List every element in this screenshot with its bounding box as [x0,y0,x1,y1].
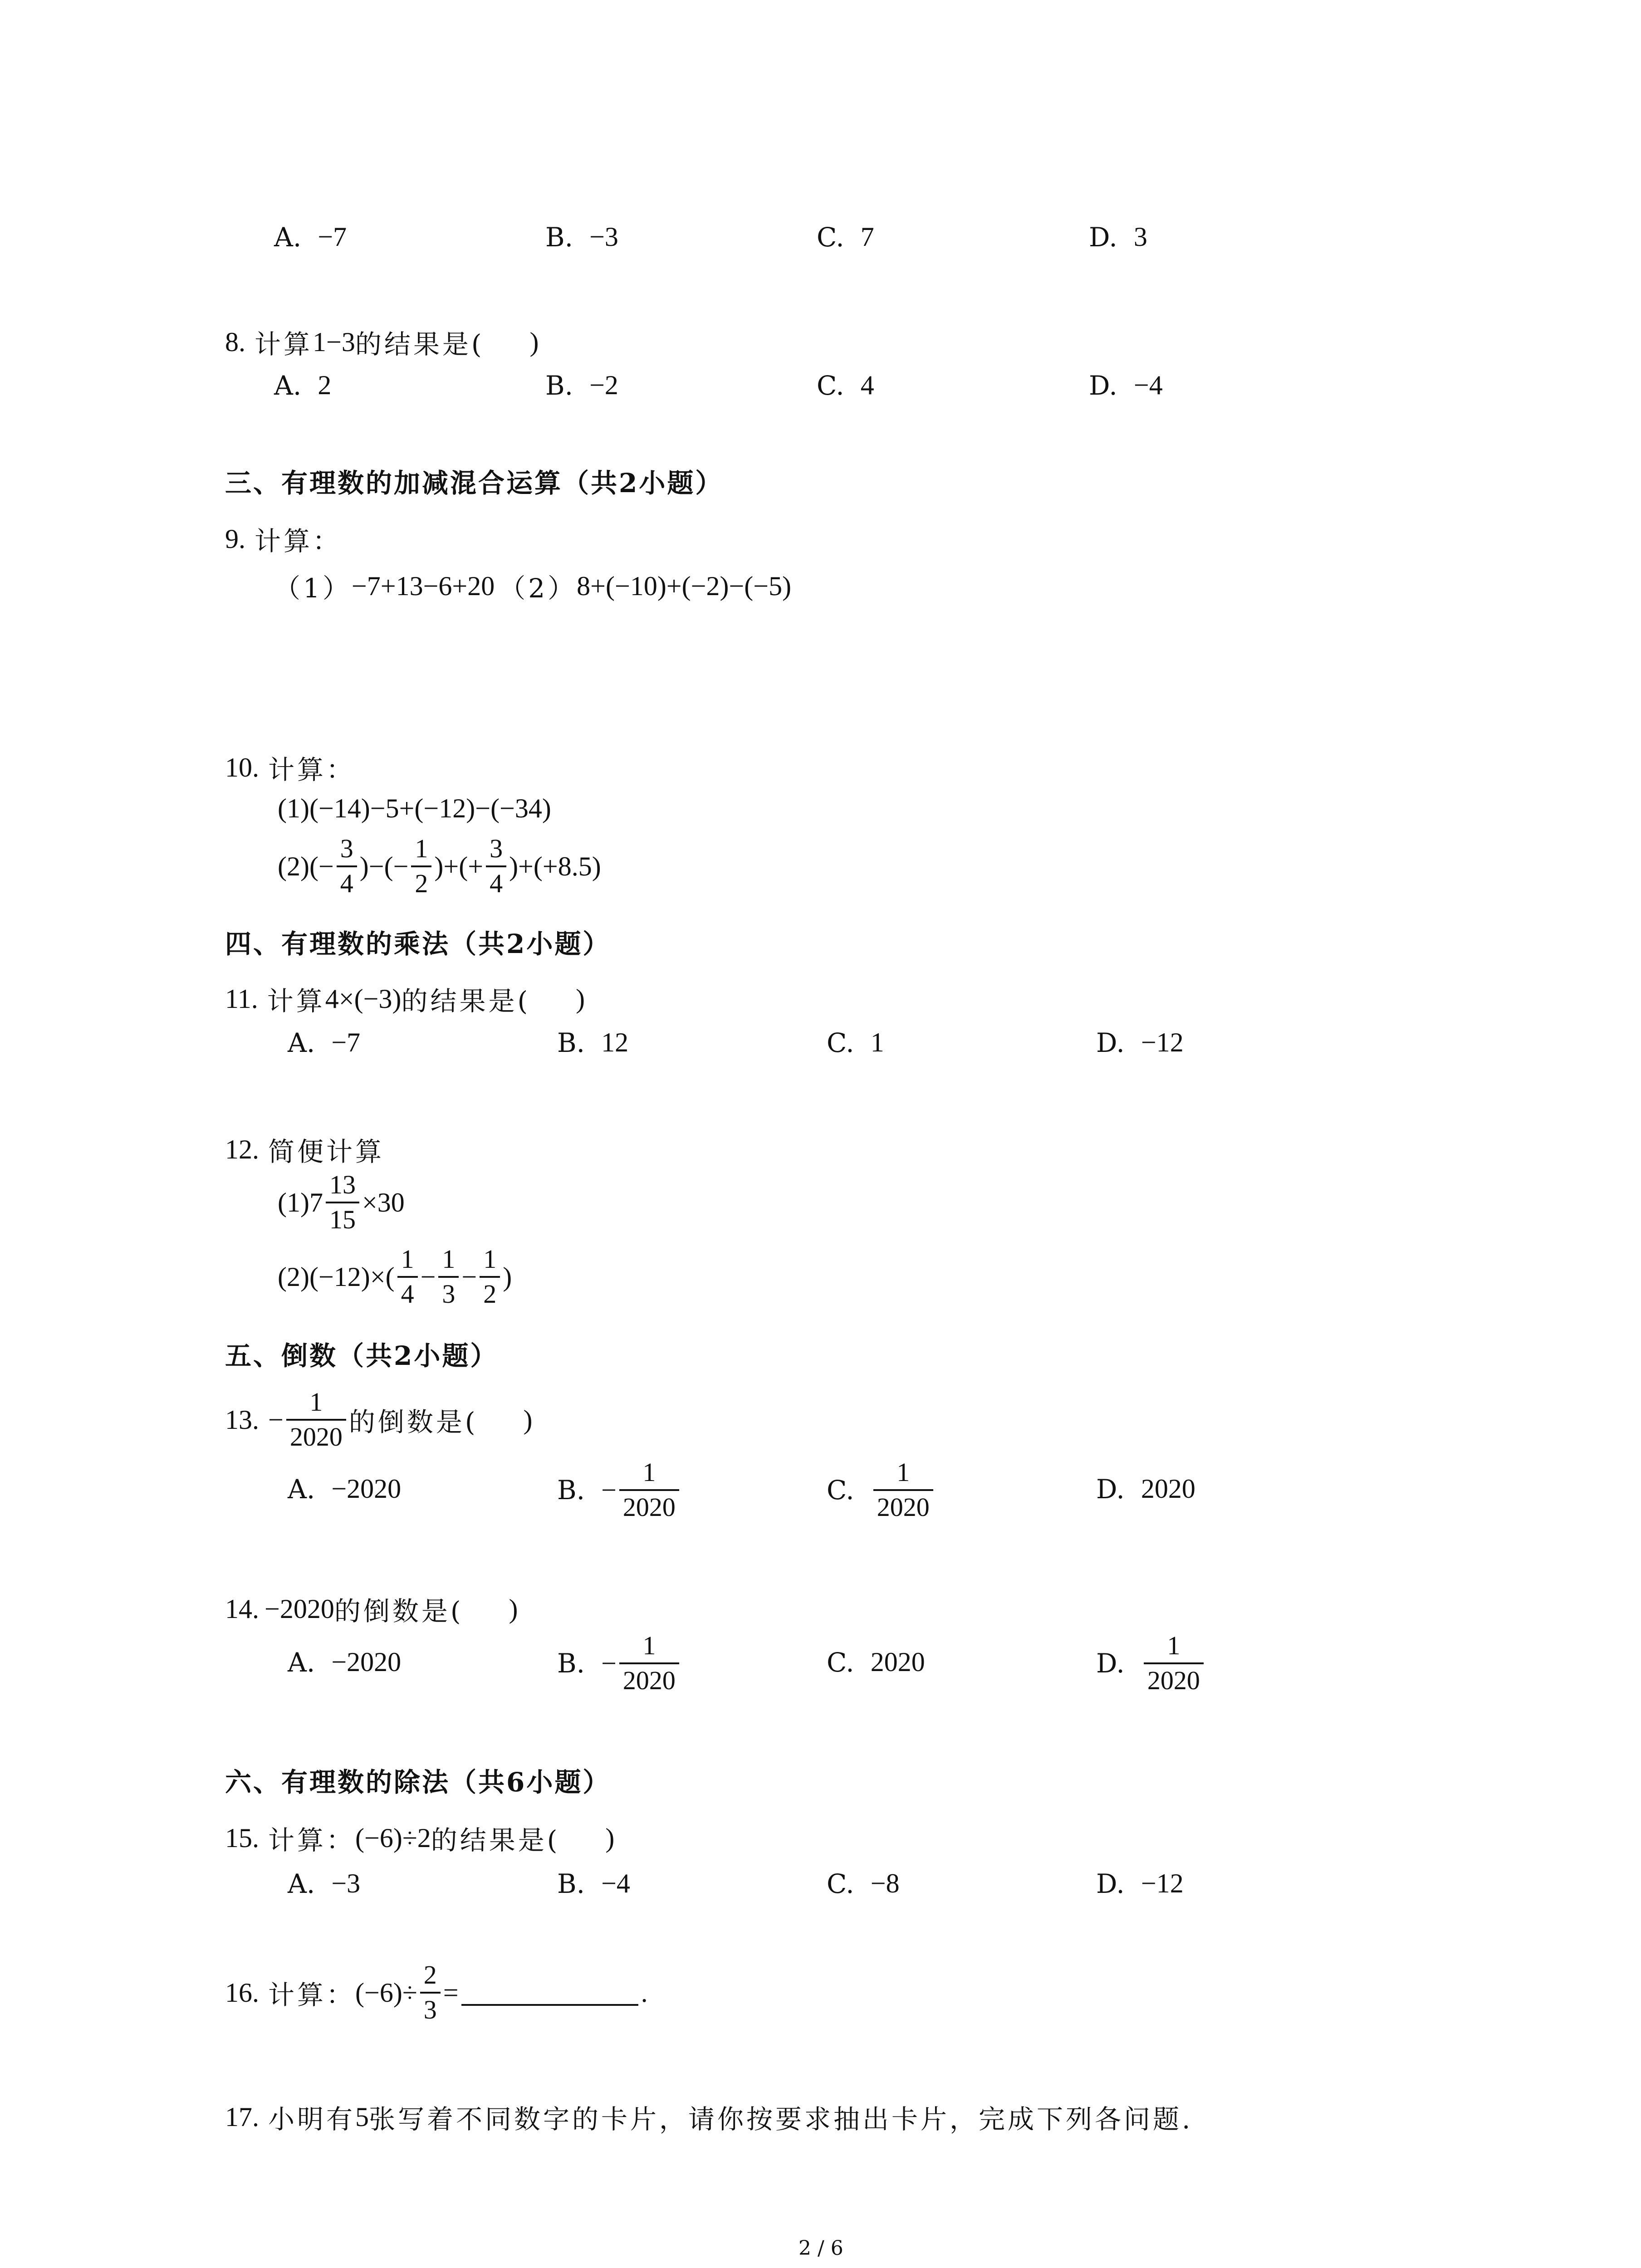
numerator: 1 [642,1457,656,1487]
option-value: −7 [331,1027,361,1057]
stem-text: 的结果是( [355,329,485,360]
numerator: 1 [483,1244,497,1274]
q8-stem [225,323,539,361]
option-label: B. [557,1475,585,1505]
q10-stem [225,748,355,787]
q8-option-d[interactable] [1089,370,1163,401]
stem-number: 5 [355,2102,369,2132]
stem-text: 简便计算 [268,1136,385,1167]
question-number: 13. [225,1404,259,1435]
stem-text: 的结果是( [431,1825,560,1856]
denominator: 2020 [286,1419,346,1451]
stem-text: 小明有 [268,2104,356,2135]
stem-text: 计算： [268,1825,356,1856]
fraction [438,1246,459,1308]
option-value: 7 [860,222,874,252]
fraction [619,1459,679,1521]
option-value: 2020 [1141,1474,1195,1504]
option-value: −12 [1141,1868,1184,1898]
numerator: 1 [309,1387,323,1417]
q15-option-c[interactable] [827,1868,900,1899]
q17-stem [225,2098,1193,2136]
option-label: A. [274,221,302,253]
section-heading-6: 六、有理数的除法（共6小题） [225,1767,611,1798]
part-expression: −7+13−6+20 [351,571,495,601]
option-label: D. [1096,1648,1125,1679]
q7-option-b[interactable] [545,221,618,253]
q16-stem [225,1959,648,2027]
option-label: B. [557,1648,585,1679]
q13-stem [225,1386,532,1454]
stem-expression: −2020 [265,1593,334,1624]
denominator: 2020 [619,1662,679,1695]
option-label: D. [1096,1473,1125,1505]
option-value: 3 [1133,222,1147,252]
fraction [1144,1632,1204,1695]
numerator: 1 [415,834,428,864]
q12-part-2 [278,1243,512,1311]
answer-paren: ) [529,327,539,357]
option-label: D. [1096,1868,1125,1899]
option-value: 2020 [870,1647,925,1677]
option-label: A. [288,1027,315,1058]
stem-expression: 4×(−3) [325,983,402,1014]
q11-option-b[interactable] [557,1027,628,1058]
numerator: 2 [423,1960,437,1990]
denominator: 2020 [619,1489,679,1521]
stem-text: 计算 [267,986,325,1017]
q8-option-c[interactable] [817,370,874,401]
question-number: 9. [225,523,245,554]
q14-option-b[interactable] [557,1629,682,1697]
option-label: B. [545,221,573,253]
denominator: 15 [326,1202,359,1234]
answer-paren: ) [523,1404,533,1435]
answer-paren: ) [576,983,585,1014]
option-value: −12 [1141,1027,1184,1057]
sign: − [268,1404,284,1435]
q14-option-a[interactable] [288,1647,401,1678]
option-value: −7 [318,222,347,252]
option-label: A. [288,1473,315,1505]
option-label: B. [557,1027,585,1058]
part-label: （1） [274,573,352,604]
q13-option-b[interactable] [557,1456,682,1524]
q10-part-2 [278,832,601,900]
section-heading-3: 三、有理数的加减混合运算（共2小题） [225,468,724,499]
expr-text: )+(+8.5) [509,851,601,881]
fraction [873,1459,933,1521]
stem-text: 张写着不同数字的卡片，请你按要求抽出卡片，完成下列各问题. [369,2104,1193,2135]
numerator: 1 [442,1244,456,1274]
answer-blank[interactable] [461,1980,638,2006]
fraction [397,1246,418,1308]
numerator: 3 [340,834,353,864]
option-label: C. [827,1868,854,1899]
q8-option-b[interactable] [545,370,618,401]
q7-option-a[interactable] [274,221,347,253]
q7-option-d[interactable] [1089,221,1147,253]
fraction [411,835,431,898]
numerator: 3 [490,834,503,864]
option-label: C. [827,1027,854,1058]
option-value: −8 [870,1868,900,1898]
numerator: 1 [642,1631,656,1661]
q15-option-b[interactable] [557,1868,630,1899]
operator: − [461,1261,477,1292]
fraction [337,835,357,898]
expr-text: ×30 [362,1187,405,1217]
option-value: 4 [860,370,874,400]
fraction [420,1961,441,2024]
option-label: B. [545,370,573,401]
fraction [480,1246,500,1308]
option-label: D. [1089,221,1117,253]
option-value: 12 [601,1027,629,1057]
option-value: −3 [331,1868,361,1898]
q12-stem [225,1130,384,1168]
question-number: 10. [225,752,259,782]
option-label: A. [274,370,302,401]
stem-text: 计算： [268,754,356,785]
part-label: （2） [499,573,577,604]
q14-option-c[interactable] [827,1647,925,1678]
q12-part-1 [278,1168,405,1237]
stem-text: 的结果是( [401,986,531,1017]
denominator: 4 [397,1276,418,1308]
part-expression: 8+(−10)+(−2)−(−5) [577,571,792,601]
option-label: B. [557,1868,585,1899]
option-value: −2020 [331,1647,402,1677]
option-label: D. [1089,370,1117,401]
q11-option-c[interactable] [827,1027,884,1058]
denominator: 3 [420,1992,441,2024]
answer-paren: ) [509,1593,518,1624]
expr-text: (2)(− [278,851,334,881]
stem-text: 的倒数是( [348,1407,478,1437]
question-number: 17. [225,2102,259,2132]
numerator: 1 [896,1457,910,1487]
denominator: 2020 [873,1489,933,1521]
option-value: −3 [589,222,618,252]
option-value: −2 [589,370,618,400]
q8-option-a[interactable] [274,370,331,401]
operator: − [420,1261,436,1292]
stem-text: 的倒数是( [334,1596,464,1627]
stem-expression: (−6)÷ [355,1977,417,2008]
numerator: 1 [1167,1631,1181,1661]
option-label: A. [288,1647,315,1678]
expr-text: (2)(−12)×( [278,1261,395,1292]
expr-text: ) [503,1261,512,1292]
option-label: D. [1096,1027,1125,1058]
sign: − [601,1648,617,1678]
expr-text: )+(+ [434,851,484,881]
numerator: 1 [401,1244,414,1274]
stem-text: 计算： [268,1980,356,2010]
question-number: 14. [225,1593,259,1624]
denominator: 2 [480,1276,500,1308]
stem-expression: (−6)÷2 [355,1823,431,1853]
denominator: 4 [337,865,357,898]
numerator: 13 [329,1170,356,1200]
question-number: 8. [225,327,245,357]
denominator: 3 [438,1276,459,1308]
q11-stem [225,980,585,1018]
fraction [326,1171,359,1234]
stem-text: 计算 [255,329,313,360]
sign: − [601,1475,617,1505]
period: . [641,1977,648,2008]
option-label: C. [827,1475,854,1505]
q13-option-c[interactable] [827,1456,936,1524]
option-value: 2 [318,370,332,400]
stem-expression: 1−3 [313,327,355,357]
question-number: 12. [225,1134,259,1164]
q15-option-d[interactable] [1096,1868,1184,1899]
expr-text: (1)7 [278,1187,323,1217]
question-number: 16. [225,1977,259,2008]
q11-option-a[interactable] [288,1027,360,1058]
option-value: −4 [601,1868,630,1898]
page-number: 2 / 6 [798,2237,843,2260]
question-number: 11. [225,983,258,1014]
q11-option-d[interactable] [1096,1027,1184,1058]
section-heading-5: 五、倒数（共2小题） [225,1340,499,1371]
denominator: 4 [486,865,506,898]
option-value: 1 [870,1027,884,1057]
answer-paren: ) [605,1823,615,1853]
q9-stem [225,520,342,558]
q9-parts [274,567,791,605]
q15-stem [225,1819,614,1857]
q13-option-a[interactable] [288,1473,401,1505]
equals-sign: = [443,1977,459,2008]
fraction [286,1388,346,1451]
denominator: 2 [411,865,431,898]
q13-option-d[interactable] [1096,1473,1195,1505]
q14-stem [225,1590,518,1628]
q7-option-c[interactable] [817,221,874,253]
option-label: C. [817,370,844,401]
q15-option-a[interactable] [288,1868,360,1899]
stem-text: 计算： [255,526,342,557]
q10-part-1: (1)(−14)−5+(−12)−(−34) [278,793,551,823]
q14-option-d[interactable] [1096,1629,1206,1697]
option-label: C. [817,221,844,253]
denominator: 2020 [1144,1662,1204,1695]
option-label: A. [288,1868,315,1899]
question-number: 15. [225,1823,259,1853]
section-heading-4: 四、有理数的乘法（共2小题） [225,929,611,959]
fraction [486,835,506,898]
option-value: −2020 [331,1474,402,1504]
option-value: −4 [1133,370,1163,400]
fraction [619,1632,679,1695]
option-label: C. [827,1647,854,1678]
expr-text: )−(− [359,851,409,881]
